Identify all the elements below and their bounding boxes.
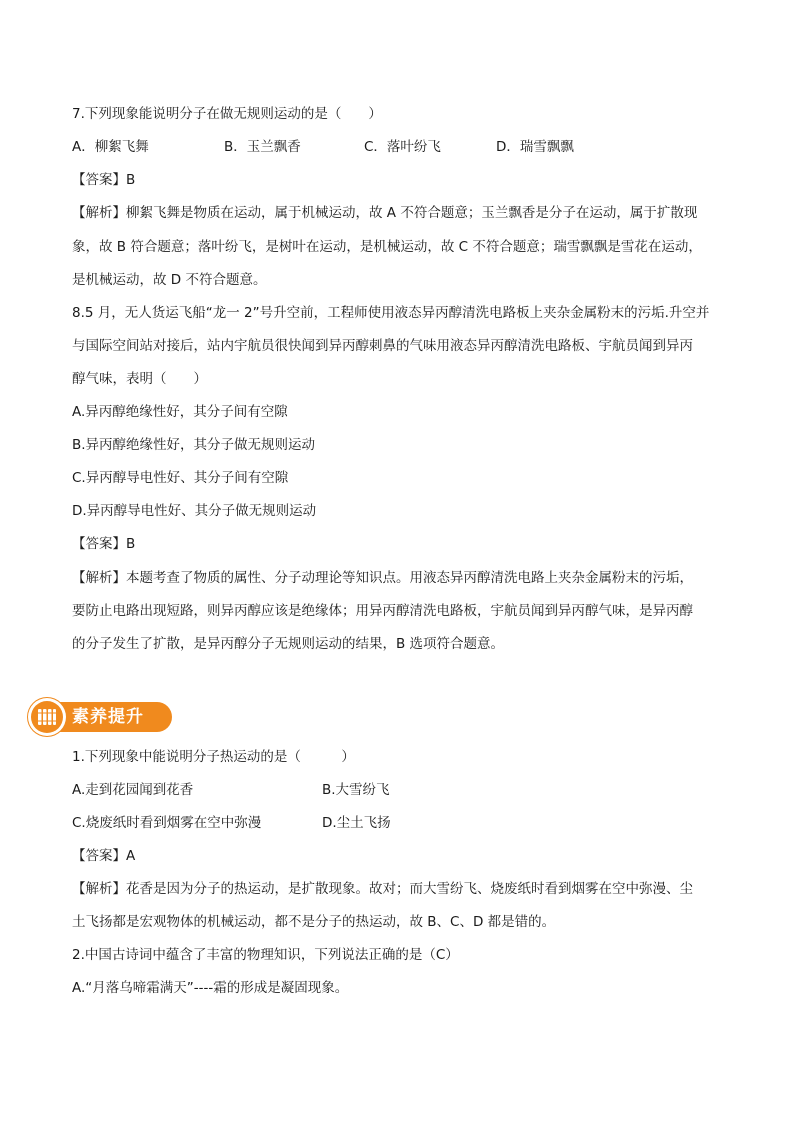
- books-icon: [28, 698, 66, 736]
- section-title: 素养提升: [72, 707, 144, 727]
- q7-analysis-line: 【解析】柳絮飞舞是物质在运动，属于机械运动，故 A 不符合题意；玉兰飘香是分子在运动，属于扩散现: [72, 205, 698, 221]
- s1-option-c: C.烧废纸时看到烟雾在空中弥漫: [72, 815, 262, 831]
- s2-stem: 2.中国古诗词中蕴含了丰富的物理知识，下列说法正确的是（C）: [72, 947, 459, 963]
- s1-option-d: D.尘土飞扬: [322, 815, 391, 831]
- s1-stem: 1.下列现象中能说明分子热运动的是（ ）: [72, 749, 355, 765]
- q7-analysis-line: 象，故 B 符合题意；落叶纷飞，是树叶在运动，是机械运动，故 C 不符合题意；瑞雪飘飘是雪花在运动，: [72, 239, 702, 255]
- q7-option-c: C．落叶纷飞: [364, 139, 441, 155]
- q7-answer: 【答案】B: [72, 172, 136, 188]
- s1-analysis-line: 土飞扬都是宏观物体的机械运动，都不是分子的热运动，故 B、C、D 都是错的。: [72, 914, 556, 930]
- q8-answer: 【答案】B: [72, 536, 136, 552]
- q8-option-d: D.异丙醇导电性好、其分子做无规则运动: [72, 503, 317, 519]
- q8-option-a: A.异丙醇绝缘性好，其分子间有空隙: [72, 404, 288, 420]
- q8-option-c: C.异丙醇导电性好、其分子间有空隙: [72, 470, 289, 486]
- q7-option-d: D．瑞雪飘飘: [496, 139, 574, 155]
- q8-stem-line: 与国际空间站对接后，站内宇航员很快闻到异丙醇刺鼻的气味用液态异丙醇清洗电路板、宇航员闻到异丙: [72, 338, 693, 354]
- q7-analysis-line: 是机械运动，故 D 不符合题意。: [72, 272, 267, 288]
- q7-option-a: A．柳絮飞舞: [72, 139, 149, 155]
- q8-analysis-line: 【解析】本题考查了物质的属性、分子动理论等知识点。用液态异丙醇清洗电路上夹杂金属粉末的污垢，: [72, 570, 693, 586]
- q8-analysis-line: 的分子发生了扩散，是异丙醇分子无规则运动的结果，B 选项符合题意。: [72, 636, 505, 652]
- q8-stem-line: 8.5 月，无人货运飞船“龙一 2”号升空前，工程师使用液态异丙醇清洗电路板上夹杂金属粉末的污垢.升空并: [72, 305, 710, 321]
- q7-option-b: B．玉兰飘香: [224, 139, 301, 155]
- q8-stem-line: 醇气味，表明（ ）: [72, 371, 207, 387]
- s1-analysis-line: 【解析】花香是因为分子的热运动，是扩散现象。故对；而大雪纷飞、烧废纸时看到烟雾在空中弥漫、尘: [72, 881, 693, 897]
- s1-option-b: B.大雪纷飞: [322, 782, 390, 798]
- s1-answer: 【答案】A: [72, 848, 136, 864]
- q8-option-b: B.异丙醇绝缘性好，其分子做无规则运动: [72, 437, 316, 453]
- q8-analysis-line: 要防止电路出现短路，则异丙醇应该是绝缘体；用异丙醇清洗电路板，宇航员闻到异丙醇气味，是异丙醇: [72, 603, 693, 619]
- s1-option-a: A.走到花园闻到花香: [72, 782, 194, 798]
- s2-option-a: A.“月落乌啼霜满天”----霜的形成是凝固现象。: [72, 980, 349, 996]
- q7-stem: 7.下列现象能说明分子在做无规则运动的是（ ）: [72, 106, 382, 122]
- section-header: [28, 698, 172, 736]
